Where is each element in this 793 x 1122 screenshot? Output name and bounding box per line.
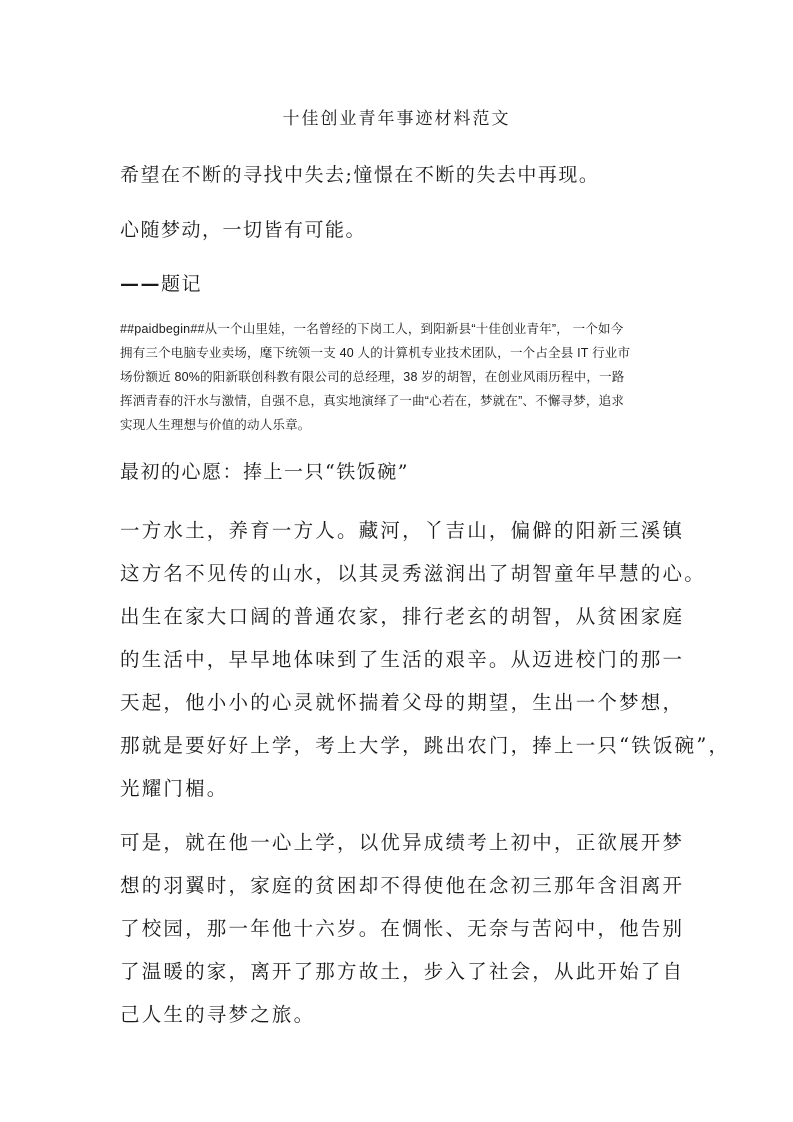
epigraph-line: 希望在不断的寻找中失去;憧憬在不断的失去中再现。 xyxy=(120,164,600,186)
paragraph-line: 的生活中，早早地体味到了生活的艰辛。从迈进校门的那一 xyxy=(120,648,685,671)
epigraph-source xyxy=(120,269,202,296)
document-title: 十佳创业青年事迹材料范文 xyxy=(282,109,511,129)
intro-line: 场份额近 80%的阳新联创科教有限公司的总经理，38 岁的胡智，在创业风雨历程中，一路 xyxy=(120,370,625,384)
epigraph-dash: —— xyxy=(120,273,161,295)
epigraph-source-label: 题记 xyxy=(161,273,203,295)
paragraph-line: 那就是要好好上学，考上大学，跳出农门，捧上一只“铁饭碗”， xyxy=(120,734,731,757)
intro-line: 拥有三个电脑专业卖场，麾下统领一支 40 人的计算机专业技术团队，一个占全县 IT 行业市 xyxy=(120,346,631,360)
paragraph-line: 光耀门楣。 xyxy=(120,777,229,800)
intro-line: ##paidbegin##从一个山里娃，一名曾经的下岗工人，到阳新县“十佳创业青年”， 一个如今 xyxy=(120,322,624,336)
paragraph-line: 想的羽翼时，家庭的贫困却不得使他在念初三那年含泪离开 xyxy=(120,874,685,897)
section-heading: 最初的心愿：捧上一只“铁饭碗” xyxy=(120,461,409,483)
intro-line: 实现人生理想与价值的动人乐章。 xyxy=(120,418,311,432)
paragraph-line: 了温暖的家，离开了那方故土，步入了社会，从此开始了自 xyxy=(120,960,685,983)
paragraph-line: 可是，就在他一心上学，以优异成绩考上初中，正欲展开梦 xyxy=(120,831,685,854)
paragraph-line: 了校园，那一年他十六岁。在惆怅、无奈与苦闷中，他告别 xyxy=(120,917,685,940)
paragraph-line: 出生在家大口阔的普通农家，排行老玄的胡智，从贫困家庭 xyxy=(120,605,685,628)
intro-line: 挥洒青春的汗水与激情，自强不息，真实地演绎了一曲“心若在，梦就在”、不懈寻梦，追求 xyxy=(120,394,625,408)
paragraph-line: 己人生的寻梦之旅。 xyxy=(120,1003,316,1026)
epigraph-line: 心随梦动，一切皆有可能。 xyxy=(120,219,367,241)
paragraph-line: 这方名不见传的山水，以其灵秀滋润出了胡智童年早慧的心。 xyxy=(120,562,706,585)
paragraph-line: 天起，他小小的心灵就怀揣着父母的期望，生出一个梦想， xyxy=(120,691,685,714)
paragraph-line: 一方水土，养育一方人。藏河，丫吉山，偏僻的阳新三溪镇 xyxy=(120,519,685,542)
